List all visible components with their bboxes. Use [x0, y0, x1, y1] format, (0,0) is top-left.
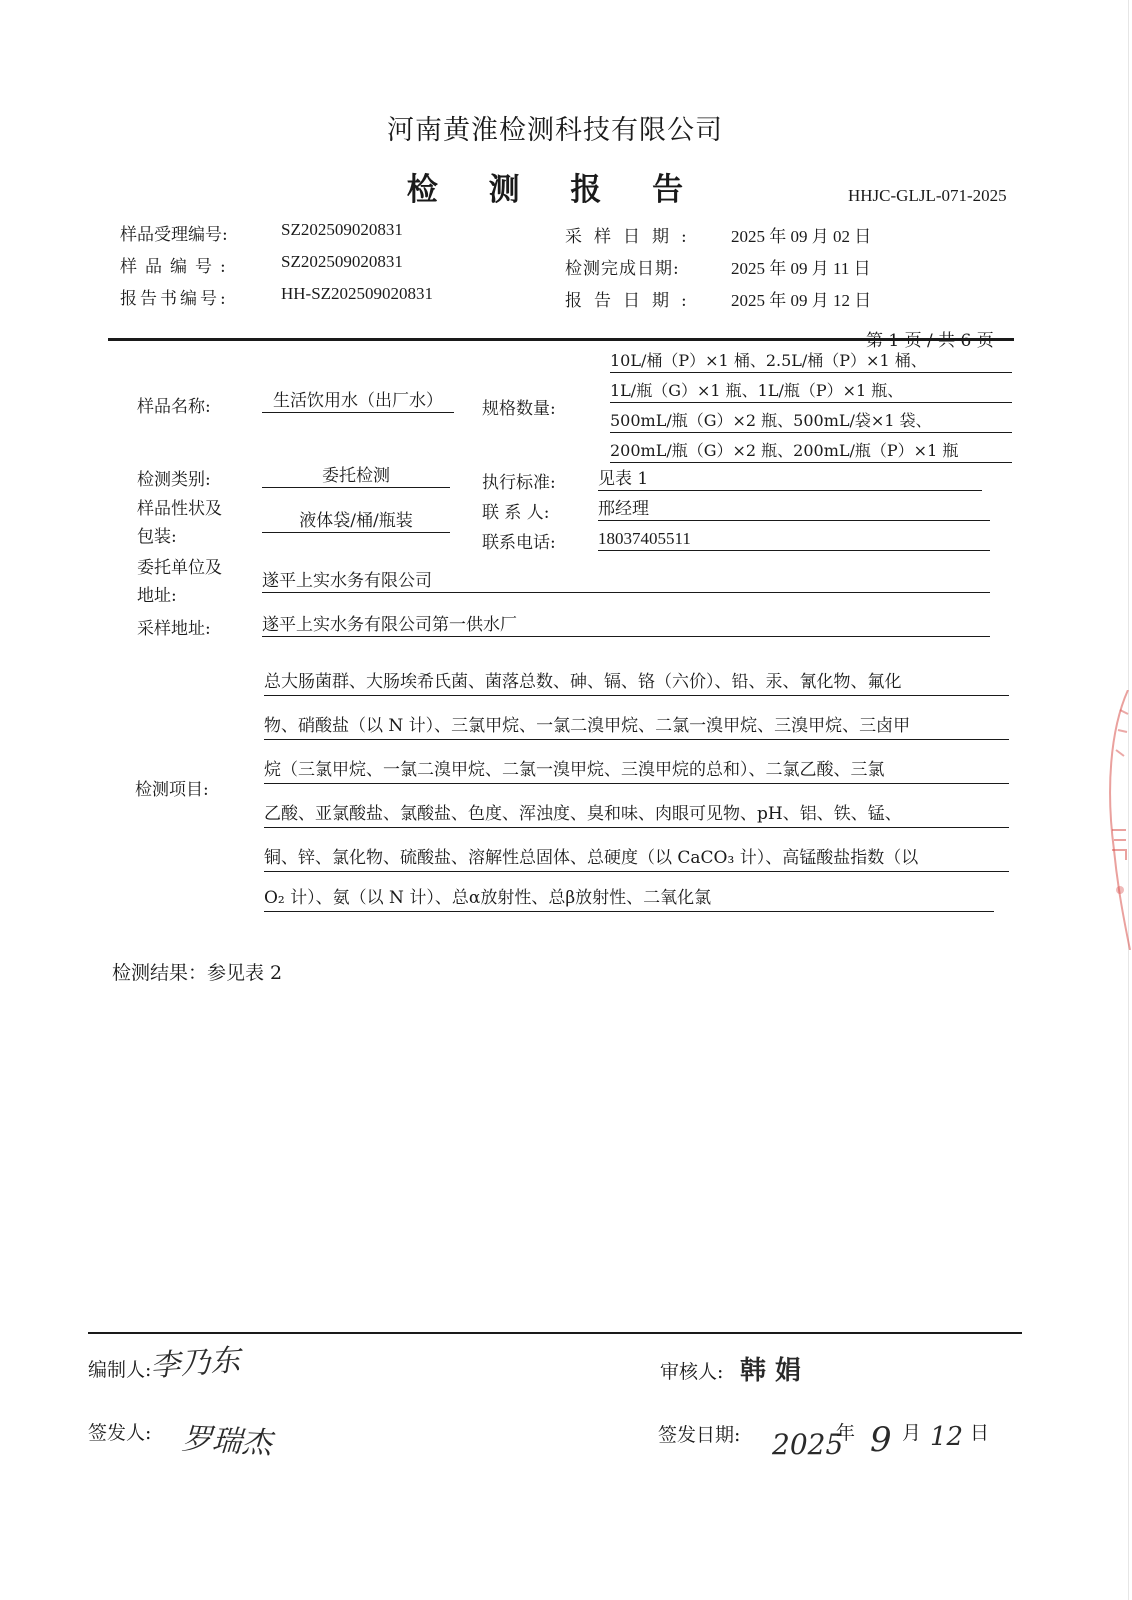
site: 遂平上实水务有限公司第一供水厂: [262, 614, 990, 637]
client-label: 委托单位及: [137, 558, 222, 578]
editor-signature: 李乃东: [149, 1342, 242, 1385]
spec-line: 500mL/瓶（G）×2 瓶、500mL/袋×1 袋、: [610, 410, 1012, 433]
seal-stamp: [1100, 690, 1132, 950]
client: 遂平上实水务有限公司: [262, 570, 990, 593]
items-label: 检测项目:: [135, 780, 209, 800]
document-code: HHJC-GLJL-071-2025: [848, 186, 1007, 205]
standard: 见表 1: [598, 468, 982, 491]
year-char: 年: [836, 1422, 856, 1444]
accept-no: SZ202509020831: [281, 220, 403, 239]
standard-label: 执行标准:: [482, 473, 556, 493]
sample-state: 液体袋/桶/瓶装: [262, 510, 450, 533]
phone: 18037405511: [598, 528, 990, 551]
complete-date-label: 检测完成日期:: [565, 259, 680, 279]
month-char: 月: [902, 1422, 922, 1444]
sampling-date: 2025 年 09 月 02 日: [731, 227, 872, 246]
result-text: 检测结果：参见表 2: [112, 962, 283, 984]
accept-no-label: 样品受理编号:: [120, 225, 228, 245]
issuer-label: 签发人:: [88, 1422, 152, 1444]
company-name: 河南黄淮检测科技有限公司: [387, 115, 723, 146]
report-date: 2025 年 09 月 12 日: [731, 291, 872, 310]
contact-label: 联 系 人:: [482, 503, 550, 523]
editor-label: 编制人:: [88, 1359, 152, 1381]
spec-line: 10L/桶（P）×1 桶、2.5L/桶（P）×1 桶、: [610, 350, 1012, 373]
signoff-rule: [88, 1332, 1022, 1334]
day-char: 日: [970, 1422, 990, 1444]
phone-label: 联系电话:: [482, 533, 556, 553]
issue-day-handwritten: 12: [930, 1422, 964, 1452]
spec-label: 规格数量:: [482, 399, 556, 419]
spec-line: 200mL/瓶（G）×2 瓶、200mL/瓶（P）×1 瓶: [610, 440, 1012, 463]
issue-month-handwritten: 9: [870, 1420, 892, 1460]
items-line: O₂ 计）、氨（以 N 计）、总α放射性、总β放射性、二氧化氯: [264, 885, 994, 912]
reviewer-signature: 韩 娟: [740, 1356, 802, 1386]
page-indicator: 第 1 页 / 共 6 页: [866, 331, 994, 351]
items-line: 乙酸、亚氯酸盐、氯酸盐、色度、浑浊度、臭和味、肉眼可见物、pH、铝、铁、锰、: [264, 801, 1009, 828]
test-type: 委托检测: [262, 465, 450, 488]
sample-name: 生活饮用水（出厂水）: [262, 390, 454, 413]
state-label: 样品性状及: [137, 499, 222, 519]
sample-no-label: 样品编号:: [120, 257, 234, 277]
items-line: 总大肠菌群、大肠埃希氏菌、菌落总数、砷、镉、铬（六价）、铅、汞、氰化物、氟化: [264, 669, 1009, 696]
contact: 邢经理: [598, 498, 990, 521]
report-no: HH-SZ202509020831: [281, 284, 434, 303]
report-title: 检 测 报 告: [406, 172, 704, 208]
items-line: 物、硝酸盐（以 N 计）、三氯甲烷、一氯二溴甲烷、二氯一溴甲烷、三溴甲烷、三卤甲: [264, 713, 1009, 740]
client-label-2: 地址:: [137, 586, 177, 606]
reviewer-label: 审核人:: [660, 1361, 724, 1383]
items-line: 烷（三氯甲烷、一氯二溴甲烷、二氯一溴甲烷、三溴甲烷的总和）、二氯乙酸、三氯: [264, 757, 1009, 784]
issue-date-label: 签发日期:: [658, 1424, 741, 1446]
issue-year-handwritten: 2025: [772, 1428, 844, 1461]
issuer-signature: 罗瑞杰: [180, 1421, 273, 1462]
report-date-label: 报告日期:: [565, 291, 699, 311]
sample-name-label: 样品名称:: [137, 397, 211, 417]
state-label-2: 包装:: [137, 527, 177, 547]
sample-no: SZ202509020831: [281, 252, 403, 271]
complete-date: 2025 年 09 月 11 日: [731, 259, 871, 278]
spec-line: 1L/瓶（G）×1 瓶、1L/瓶（P）×1 瓶、: [610, 380, 1012, 403]
test-type-label: 检测类别:: [137, 470, 211, 490]
items-line: 铜、锌、氯化物、硫酸盐、溶解性总固体、总硬度（以 CaCO₃ 计）、高锰酸盐指数（以: [264, 845, 1009, 872]
report-no-label: 报告书编号:: [120, 289, 229, 309]
header-rule: [108, 338, 1014, 341]
site-label: 采样地址:: [137, 619, 211, 639]
sampling-date-label: 采样日期:: [565, 227, 699, 247]
